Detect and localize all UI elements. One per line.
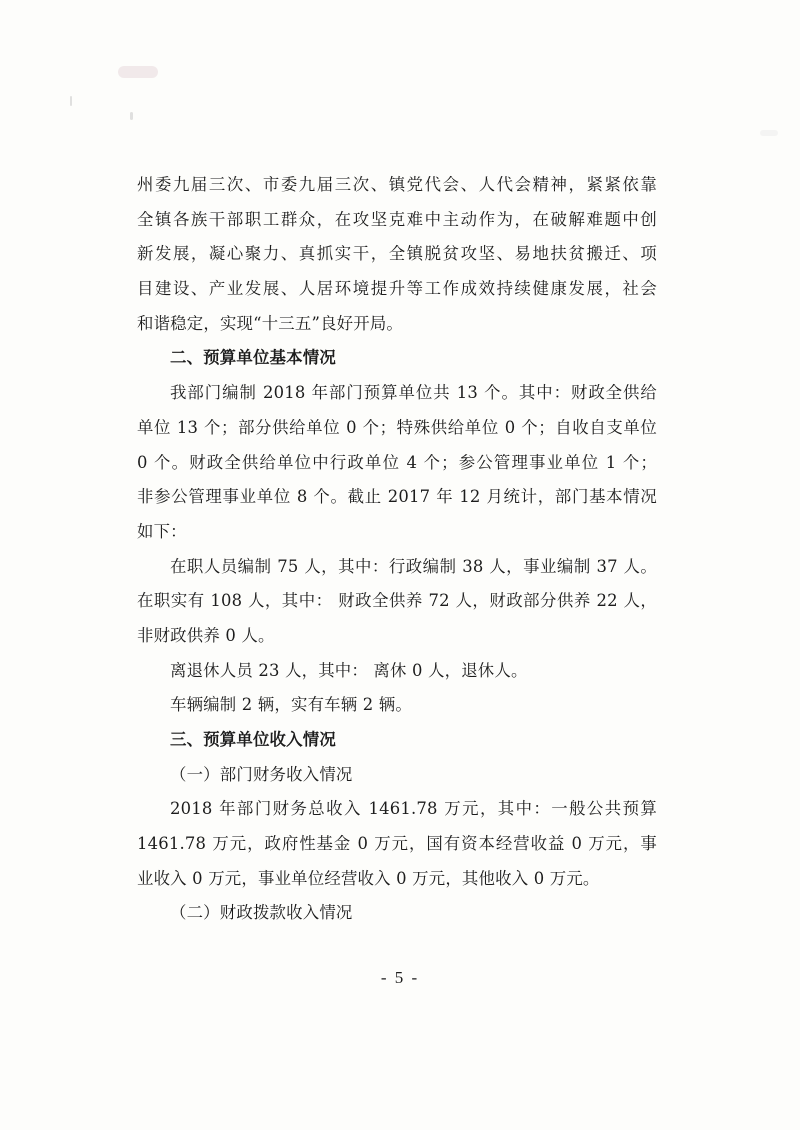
page-number: - 5 - [380, 968, 420, 987]
text-line: 业收入 0 万元，事业单位经营收入 0 万元，其他收入 0 万元。 [137, 868, 600, 888]
text-line: 在职实有 108 人，其中： 财政全供养 72 人，财政部分供养 22 人， [137, 591, 657, 611]
text-line: 2018 年部门财务总收入 1461.78 万元，其中：一般公共预算 [170, 799, 657, 819]
text-line: 非财政供养 0 人。 [137, 625, 275, 645]
retired-paragraph: 离退休人员 23 人，其中： 离休 0 人，退休人。 [170, 660, 528, 680]
text-line: 1461.78 万元，政府性基金 0 万元，国有资本经营收益 0 万元，事 [137, 834, 657, 854]
unit-count-paragraph [137, 376, 657, 549]
text-line: 我部门编制 2018 年部门预算单位共 13 个。其中：财政全供给 [170, 383, 657, 403]
text-line: 如下： [137, 521, 187, 541]
text-line: 单位 13 个；部分供给单位 0 个；特殊供给单位 0 个；自收自支单位 [137, 417, 657, 437]
subsection-one-heading: （一）部门财务收入情况 [170, 764, 353, 784]
scan-speck [760, 130, 778, 136]
text-line: 在职人员编制 75 人，其中：行政编制 38 人，事业编制 37 人。 [170, 556, 657, 576]
text-line: 非参公管理事业单位 8 个。截止 2017 年 12 月统计，部门基本情况 [137, 487, 657, 507]
intro-paragraph [137, 168, 657, 341]
text-line: 州委九届三次、市委九届三次、镇党代会、人代会精神，紧紧依靠 [137, 175, 657, 194]
section-two-heading: 二、预算单位基本情况 [170, 348, 336, 368]
text-line: 0 个。财政全供给单位中行政单位 4 个；参公管理事业单位 1 个； [137, 452, 657, 472]
scan-speck [70, 96, 72, 106]
subsection-two-heading: （二）财政拨款收入情况 [170, 903, 353, 923]
scan-speck [130, 112, 133, 120]
vehicle-paragraph: 车辆编制 2 辆，实有车辆 2 辆。 [170, 695, 412, 715]
scan-smudge [118, 66, 158, 78]
text-line: 全镇各族干部职工群众，在攻坚克难中主动作为，在破解难题中创 [137, 209, 657, 229]
text-line: 和谐稳定，实现“十三五”良好开局。 [137, 313, 404, 333]
document-body [137, 168, 657, 931]
text-line: 新发展，凝心聚力、真抓实干，全镇脱贫攻坚、易地扶贫搬迁、项 [137, 244, 657, 264]
text-line: 目建设、产业发展、人居环境提升等工作成效持续健康发展，社会 [137, 279, 657, 299]
staff-paragraph [137, 550, 657, 654]
revenue-paragraph [137, 792, 657, 896]
section-three-heading: 三、预算单位收入情况 [170, 730, 336, 749]
